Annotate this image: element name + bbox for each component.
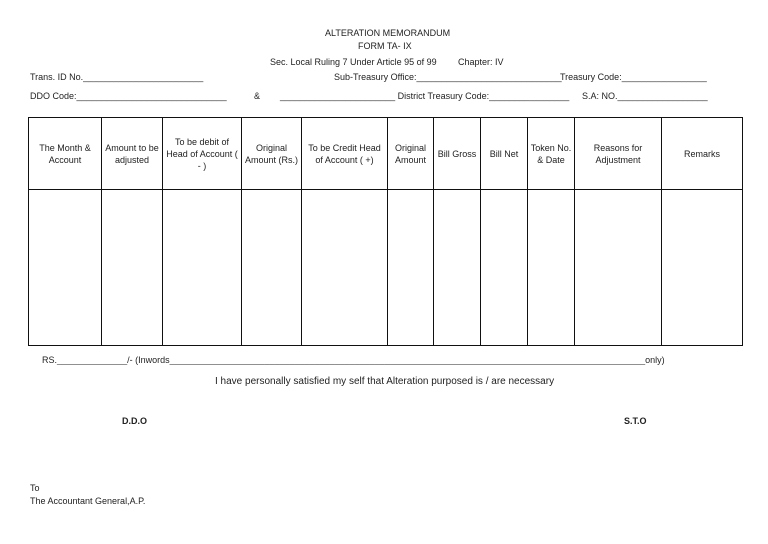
- table-row: [29, 190, 743, 346]
- table-cell[interactable]: [302, 190, 388, 346]
- table-cell[interactable]: [434, 190, 481, 346]
- column-header: Original Amount (Rs.): [242, 118, 302, 190]
- form-number: FORM TA- IX: [358, 41, 412, 51]
- sa-no-field: S.A: NO.__________________: [582, 91, 708, 101]
- table-cell[interactable]: [528, 190, 575, 346]
- amount-in-words-line: RS.______________/- (Inwords_______________________________________________________________________________________________only): [42, 355, 665, 365]
- table-cell[interactable]: [242, 190, 302, 346]
- table-cell[interactable]: [662, 190, 743, 346]
- table-cell[interactable]: [102, 190, 163, 346]
- addressee: The Accountant General,A.P.: [30, 496, 146, 506]
- table-header-row: [29, 118, 743, 190]
- table-cell[interactable]: [163, 190, 242, 346]
- sto-signature-label: S.T.O: [624, 416, 647, 426]
- trans-id-field: Trans. ID No.________________________: [30, 72, 204, 82]
- column-header: Bill Gross: [434, 118, 481, 190]
- table-cell[interactable]: [388, 190, 434, 346]
- column-header: Original Amount: [388, 118, 434, 190]
- column-header: Remarks: [662, 118, 743, 190]
- ddo-signature-label: D.D.O: [122, 416, 148, 426]
- declaration-statement: I have personally satisfied my self that Alteration purposed is / are necessary: [215, 376, 555, 387]
- treasury-code-field: Treasury Code:_________________: [560, 72, 707, 82]
- ampersand: &: [254, 91, 261, 101]
- chapter-reference: Chapter: IV: [458, 57, 504, 67]
- sub-treasury-field: Sub-Treasury Office:_____________________________: [334, 72, 562, 82]
- table-cell[interactable]: [575, 190, 662, 346]
- table-cell[interactable]: [481, 190, 528, 346]
- column-header: Bill Net: [481, 118, 528, 190]
- memorandum-table: [28, 117, 743, 346]
- column-header: To be debit of Head of Account ( - ): [163, 118, 242, 190]
- section-reference: Sec. Local Ruling 7 Under Article 95 of 99: [270, 57, 437, 67]
- column-header: To be Credit Head of Account ( +): [302, 118, 388, 190]
- column-header: Reasons for Adjustment: [575, 118, 662, 190]
- district-treasury-field: _______________________ District Treasury Code:________________: [280, 91, 570, 101]
- table-cell[interactable]: [29, 190, 102, 346]
- ddo-code-field: DDO Code:______________________________: [30, 91, 227, 101]
- to-label: To: [30, 483, 40, 493]
- column-header: Amount to be adjusted: [102, 118, 163, 190]
- column-header: The Month & Account: [29, 118, 102, 190]
- column-header: Token No. & Date: [528, 118, 575, 190]
- document-title: ALTERATION MEMORANDUM: [325, 28, 451, 38]
